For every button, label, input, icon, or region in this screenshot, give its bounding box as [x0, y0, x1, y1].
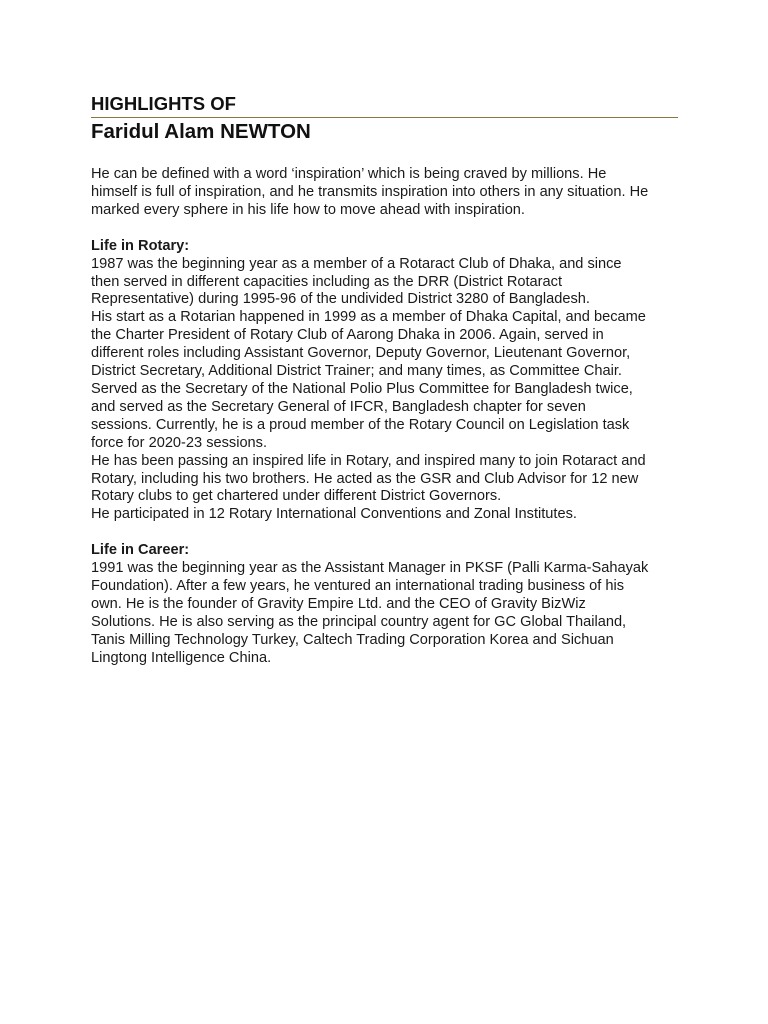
intro-paragraph [91, 166, 679, 220]
intro-line: marked every sphere in his life how to move ahead with inspiration. [91, 201, 525, 218]
rotary-line: Representative) during 1995-96 of the undivided District 3280 of Bangladesh. [91, 291, 590, 308]
rotary-line: 1987 was the beginning year as a member of a Rotaract Club of Dhaka, and since [91, 255, 622, 272]
career-line: Tanis Milling Technology Turkey, Caltech Trading Corporation Korea and Sichuan [91, 631, 614, 648]
rotary-line: Rotary, including his two brothers. He acted as the GSR and Club Advisor for 12 new [91, 470, 639, 487]
rotary-line: Rotary clubs to get chartered under different District Governors. [91, 488, 502, 505]
rotary-line: His start as a Rotarian happened in 1999 as a member of Dhaka Capital, and became [91, 309, 646, 326]
rotary-heading: Life in Rotary: [91, 237, 190, 254]
career-line: own. He is the founder of Gravity Empire Ltd. and the CEO of Gravity BizWiz [91, 595, 586, 612]
career-section [91, 542, 679, 667]
page-title: Faridul Alam NEWTON [91, 120, 311, 143]
document-kicker: HIGHLIGHTS OF [91, 93, 236, 114]
document-page [91, 93, 679, 668]
rotary-line: force for 2020-23 sessions. [91, 434, 268, 451]
career-line: 1991 was the beginning year as the Assistant Manager in PKSF (Palli Karma-Sahayak [91, 560, 649, 577]
intro-line: He can be defined with a word ‘inspiration’ which is being craved by millions. He [91, 166, 607, 182]
career-body [91, 560, 679, 667]
rotary-line: and served as the Secretary General of IFCR, Bangladesh chapter for seven [91, 398, 586, 415]
rotary-line: Served as the Secretary of the National Polio Plus Committee for Bangladesh twice, [91, 380, 633, 397]
rotary-line: District Secretary, Additional District Trainer; and many times, as Committee Chair. [91, 363, 622, 380]
rotary-line: then served in different capacities including as the DRR (District Rotaract [91, 273, 562, 290]
career-line: Foundation). After a few years, he ventured an international trading business of his [91, 578, 624, 595]
rotary-line: He has been passing an inspired life in Rotary, and inspired many to join Rotaract and [91, 452, 646, 469]
rotary-section [91, 238, 679, 525]
rotary-line: He participated in 12 Rotary International Conventions and Zonal Institutes. [91, 506, 577, 523]
career-heading: Life in Career: [91, 542, 190, 559]
rotary-body [91, 256, 679, 525]
title-divider [91, 117, 678, 118]
career-line: Solutions. He is also serving as the principal country agent for GC Global Thailand, [91, 613, 627, 630]
rotary-line: the Charter President of Rotary Club of Aarong Dhaka in 2006. Again, served in [91, 327, 604, 344]
intro-line: himself is full of inspiration, and he transmits inspiration into others in any situation. He [91, 183, 649, 200]
career-line: Lingtong Intelligence China. [91, 649, 272, 666]
rotary-line: different roles including Assistant Governor, Deputy Governor, Lieutenant Governor, [91, 345, 631, 362]
rotary-line: sessions. Currently, he is a proud member of the Rotary Council on Legislation task [91, 416, 630, 433]
